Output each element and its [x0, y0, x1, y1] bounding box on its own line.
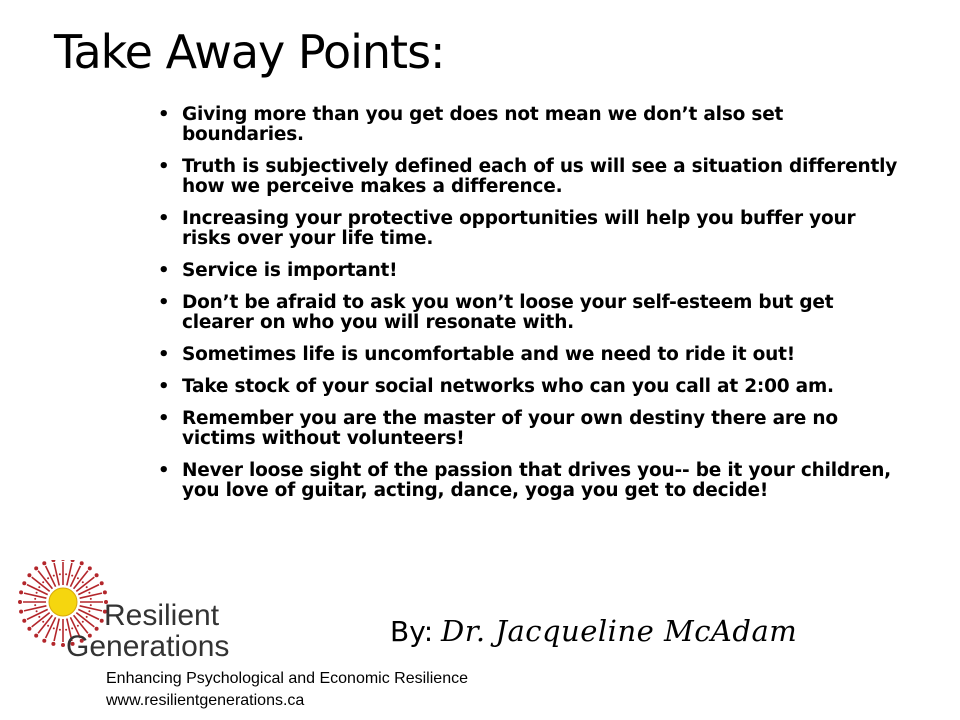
brand-tagline: Enhancing Psychological and Economic Resilience: [106, 670, 468, 687]
list-item: • Remember you are the master of your own destiny there are no victims without volunteers!: [158, 409, 898, 449]
brand-name-line2: Generations: [66, 630, 230, 663]
take-away-list: [158, 105, 898, 513]
byline: [390, 614, 797, 649]
list-item: • Never loose sight of the passion that drives you-- be it your children, you love of guitar, acting, dance, yoga you get to decide!: [158, 461, 898, 501]
list-item: • Truth is subjectively defined each of us will see a situation differently how we perceive makes a difference.: [158, 157, 898, 197]
list-item: • Sometimes life is uncomfortable and we need to ride it out!: [158, 345, 898, 365]
author-name: Dr. Jacqueline McAdam: [440, 614, 798, 648]
list-item: • Take stock of your social networks who can you call at 2:00 am.: [158, 377, 898, 397]
brand-name-line1: Resilient: [104, 599, 220, 632]
slide-title: Take Away Points:: [54, 25, 445, 79]
list-item: • Giving more than you get does not mean we don’t also set boundaries.: [158, 105, 898, 145]
list-item: • Increasing your protective opportunities will help you buffer your risks over your life time.: [158, 209, 898, 249]
website-link[interactable]: www.resilientgenerations.ca: [106, 692, 305, 709]
byline-prefix: By:: [390, 615, 434, 648]
list-item: • Don’t be afraid to ask you won’t loose your self-esteem but get clearer on who you will resonate with.: [158, 293, 898, 333]
list-item: • Service is important!: [158, 261, 898, 281]
